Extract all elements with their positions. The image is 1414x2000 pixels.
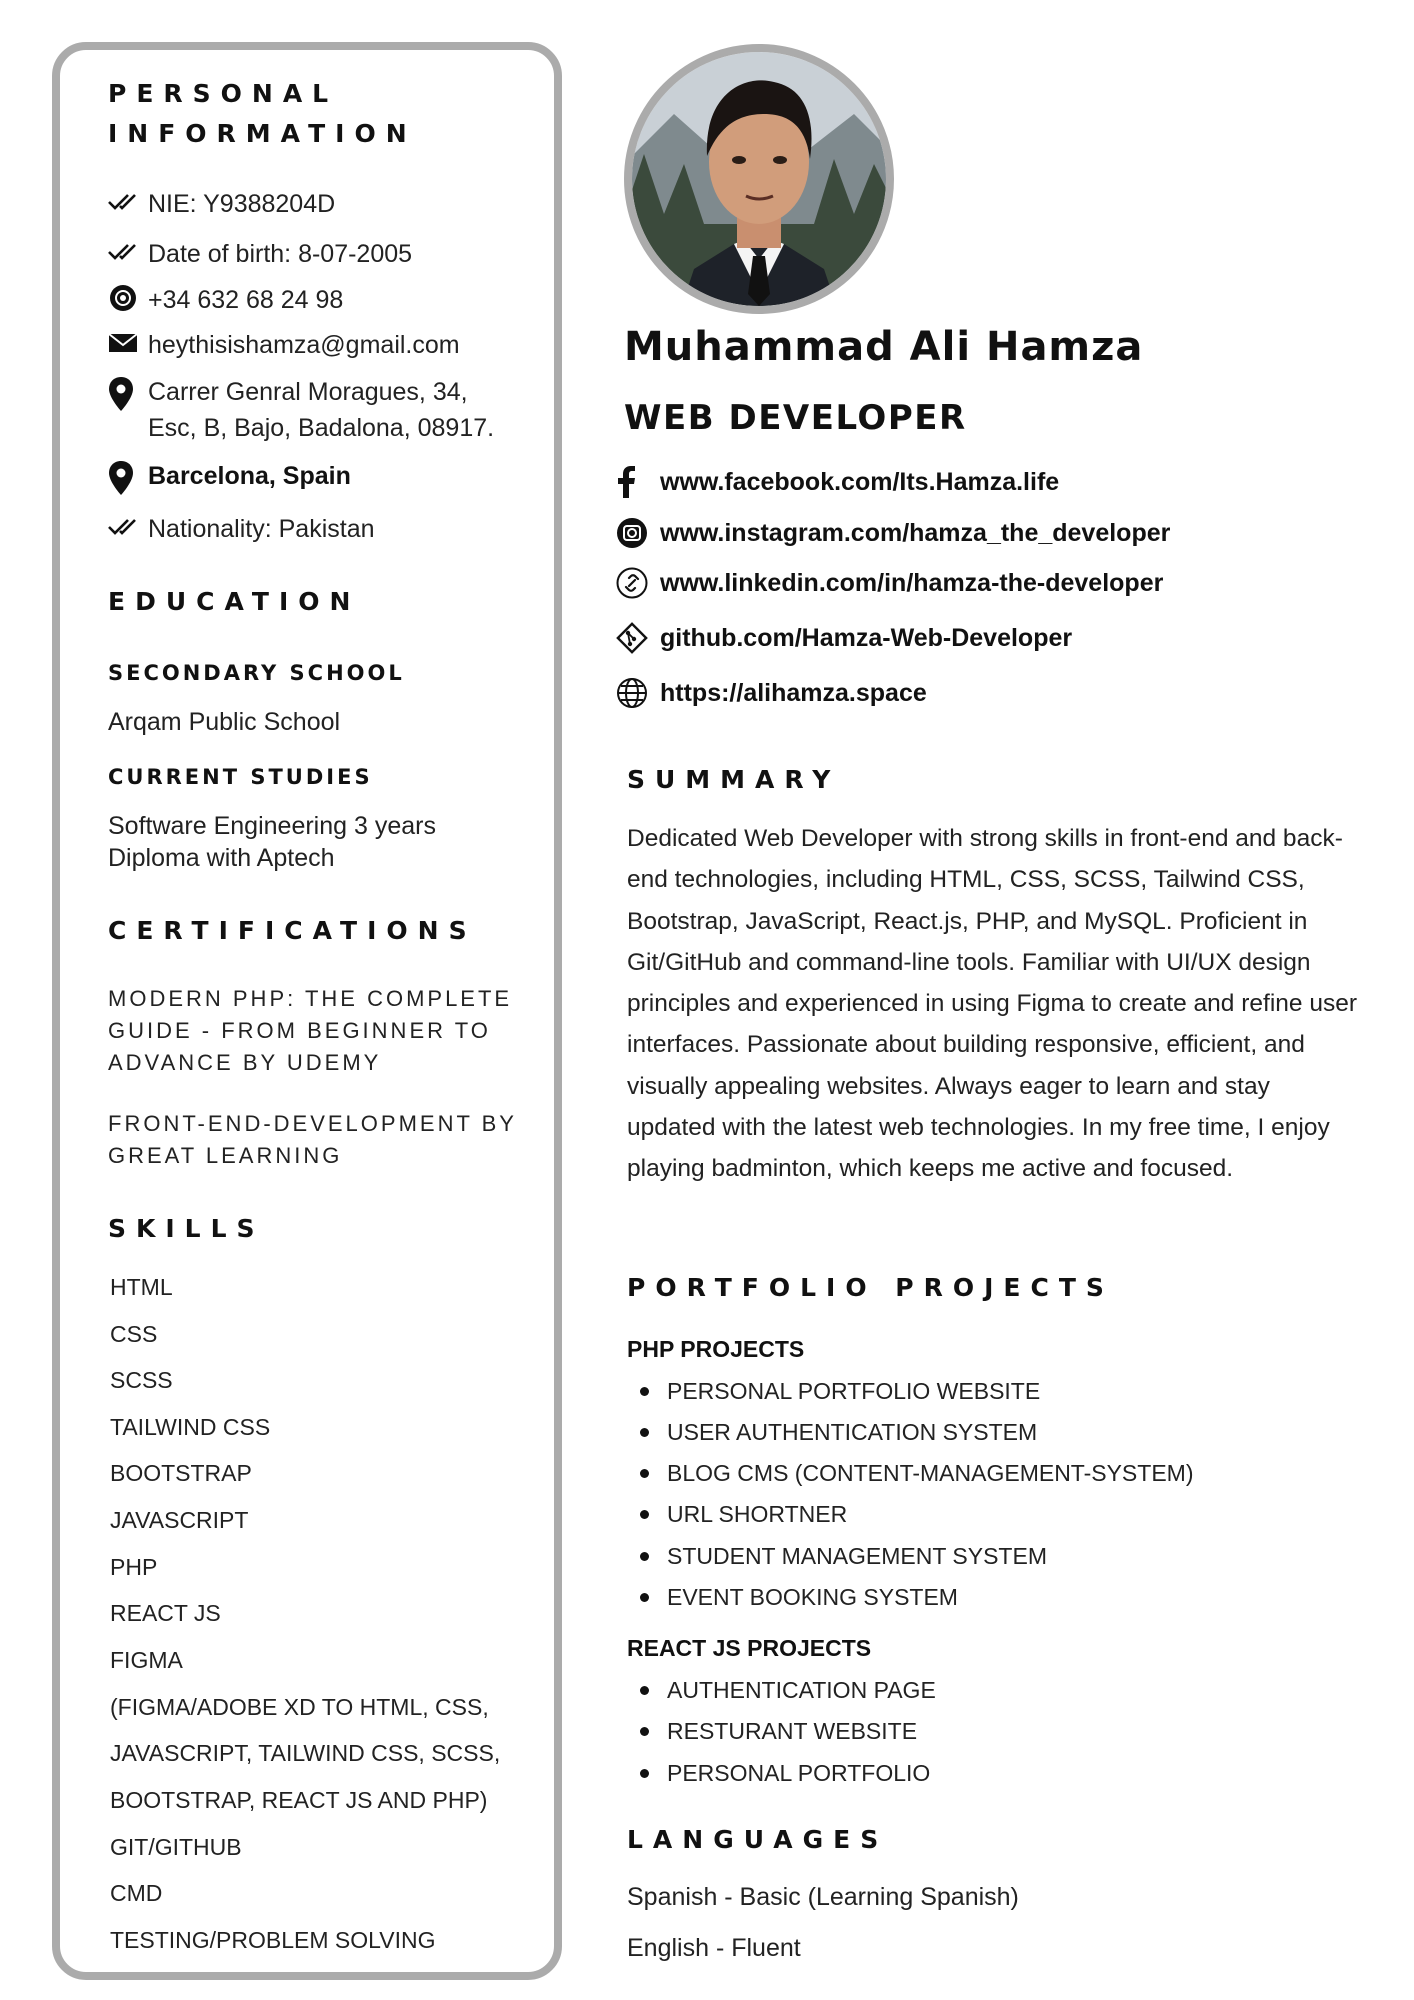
cert1-line2: GUIDE - FROM BEGINNER TO: [108, 1018, 491, 1043]
instagram-link-row[interactable]: [616, 517, 1170, 549]
personal-info-heading: [108, 74, 417, 154]
double-check-icon: [108, 236, 148, 268]
current-studies-line2: Diploma with Aptech: [108, 844, 335, 872]
facebook-link-row[interactable]: [616, 466, 1059, 498]
summary-text: Dedicated Web Developer with strong skills in front-end and back-end technologies, including HTML, CSS, SCSS, Tailwind CSS, Bootstrap, JavaScript, React.js, PHP, and MySQL. Proficient in Git/GitHub and command-line tools. Familiar with UI/UX design principles and experienced in using Figma to create and refine user interfaces. Passionate about building responsive, efficient, and visually appealing websites. Always eager to learn and stay updated with the latest web technologies. In my free time, I enjoy playing badminton, which keeps me active and focused.: [627, 825, 1357, 1183]
language-spanish: Spanish - Basic (Learning Spanish): [627, 1883, 1019, 1911]
nationality-value: Nationality: Pakistan: [148, 515, 375, 543]
location-pin-icon: [108, 374, 148, 414]
secondary-school-value: Arqam Public School: [108, 708, 341, 736]
skill-item: FIGMA: [110, 1647, 183, 1673]
cert1-line3: ADVANCE BY UDEMY: [108, 1050, 382, 1075]
website-url[interactable]: https://alihamza.space: [660, 678, 927, 707]
city-value: Barcelona, Spain: [148, 462, 351, 490]
current-studies-line1: Software Engineering 3 years: [108, 812, 436, 840]
email-row: [108, 327, 460, 363]
github-link-row[interactable]: [616, 622, 1072, 654]
portfolio-heading: PORTFOLIO PROJECTS: [627, 1273, 1114, 1302]
personal-heading-line1: PERSONAL: [108, 79, 339, 108]
language-english: English - Fluent: [627, 1934, 801, 1962]
instagram-icon: [616, 517, 660, 549]
link-icon: [616, 567, 660, 599]
email-value: heythisishamza@gmail.com: [148, 331, 460, 359]
personal-heading-line2: INFORMATION: [108, 119, 417, 148]
dob-row: [108, 236, 412, 272]
location-pin-icon: [108, 458, 148, 498]
facebook-url[interactable]: www.facebook.com/Its.Hamza.life: [660, 467, 1060, 496]
double-check-icon: [108, 511, 148, 543]
list-item: USER AUTHENTICATION SYSTEM: [667, 1419, 1038, 1445]
cert1-line1: MODERN PHP: THE COMPLETE: [108, 986, 513, 1011]
certifications-heading: CERTIFICATIONS: [108, 916, 477, 945]
globe-icon: [616, 677, 660, 709]
secondary-school-label: SECONDARY SCHOOL: [108, 661, 405, 685]
list-item: PERSONAL PORTFOLIO WEBSITE: [667, 1378, 1041, 1404]
website-link-row[interactable]: [616, 677, 927, 709]
instagram-url[interactable]: www.instagram.com/hamza_the_developer: [660, 518, 1171, 547]
certification-item: [108, 983, 512, 1079]
php-projects-heading: PHP PROJECTS: [627, 1336, 805, 1362]
address-line1: Carrer Genral Moragues, 34,: [148, 378, 468, 406]
list-item: BLOG CMS (CONTENT-MANAGEMENT-SYSTEM): [667, 1460, 1194, 1486]
city-row: [108, 458, 351, 498]
full-name: Muhammad Ali Hamza: [624, 324, 1144, 370]
skill-item: JAVASCRIPT: [110, 1507, 249, 1533]
skill-item: PHP: [110, 1554, 158, 1580]
skill-item: CSS: [110, 1321, 158, 1347]
facebook-icon: [616, 466, 660, 498]
certification-item: [108, 1108, 517, 1172]
git-icon: [616, 622, 660, 654]
nie-row: [108, 186, 335, 222]
list-item: URL SHORTNER: [667, 1501, 848, 1527]
cert2-line2: GREAT LEARNING: [108, 1143, 343, 1168]
skill-item: HTML: [110, 1274, 173, 1300]
cert2-line1: FRONT-END-DEVELOPMENT BY: [108, 1111, 517, 1136]
languages-heading: LANGUAGES: [627, 1825, 889, 1854]
react-projects-heading: REACT JS PROJECTS: [627, 1635, 872, 1661]
address-line2: Esc, B, Bajo, Badalona, 08917.: [148, 414, 495, 442]
linkedin-url[interactable]: www.linkedin.com/in/hamza-the-developer: [660, 568, 1164, 597]
email-icon: [108, 327, 148, 359]
phone-icon: [108, 282, 148, 314]
nie-value: NIE: Y9388204D: [148, 190, 336, 218]
list-item: EVENT BOOKING SYSTEM: [667, 1584, 958, 1610]
skill-item: JAVASCRIPT, TAILWIND CSS, SCSS,: [110, 1740, 501, 1766]
linkedin-link-row[interactable]: [616, 567, 1163, 599]
skill-item: REACT JS: [110, 1600, 221, 1626]
education-heading: EDUCATION: [108, 587, 361, 616]
list-item: AUTHENTICATION PAGE: [667, 1677, 936, 1703]
profile-photo: [624, 44, 894, 314]
skill-item: (FIGMA/ADOBE XD TO HTML, CSS,: [110, 1694, 489, 1720]
skill-item: SCSS: [110, 1367, 173, 1393]
list-item: STUDENT MANAGEMENT SYSTEM: [667, 1543, 1047, 1569]
skill-item: BOOTSTRAP, REACT JS AND PHP): [110, 1787, 488, 1813]
list-item: PERSONAL PORTFOLIO: [667, 1760, 931, 1786]
summary-heading: SUMMARY: [627, 765, 841, 794]
skill-item: TAILWIND CSS: [110, 1414, 271, 1440]
skill-item: GIT/GITHUB: [110, 1834, 242, 1860]
double-check-icon: [108, 186, 148, 218]
address-row: [108, 374, 494, 446]
skill-item: BOOTSTRAP: [110, 1460, 252, 1486]
nationality-row: [108, 511, 375, 547]
phone-value: +34 632 68 24 98: [148, 286, 344, 314]
list-item: RESTURANT WEBSITE: [667, 1718, 918, 1744]
skills-heading: SKILLS: [108, 1214, 265, 1243]
current-studies-label: CURRENT STUDIES: [108, 765, 373, 789]
skill-item: CMD: [110, 1880, 163, 1906]
skill-item: TESTING/PROBLEM SOLVING: [110, 1927, 436, 1953]
dob-value: Date of birth: 8-07-2005: [148, 240, 413, 268]
phone-row: [108, 282, 343, 318]
github-url[interactable]: github.com/Hamza-Web-Developer: [660, 623, 1073, 652]
job-title: WEB DEVELOPER: [624, 398, 967, 438]
